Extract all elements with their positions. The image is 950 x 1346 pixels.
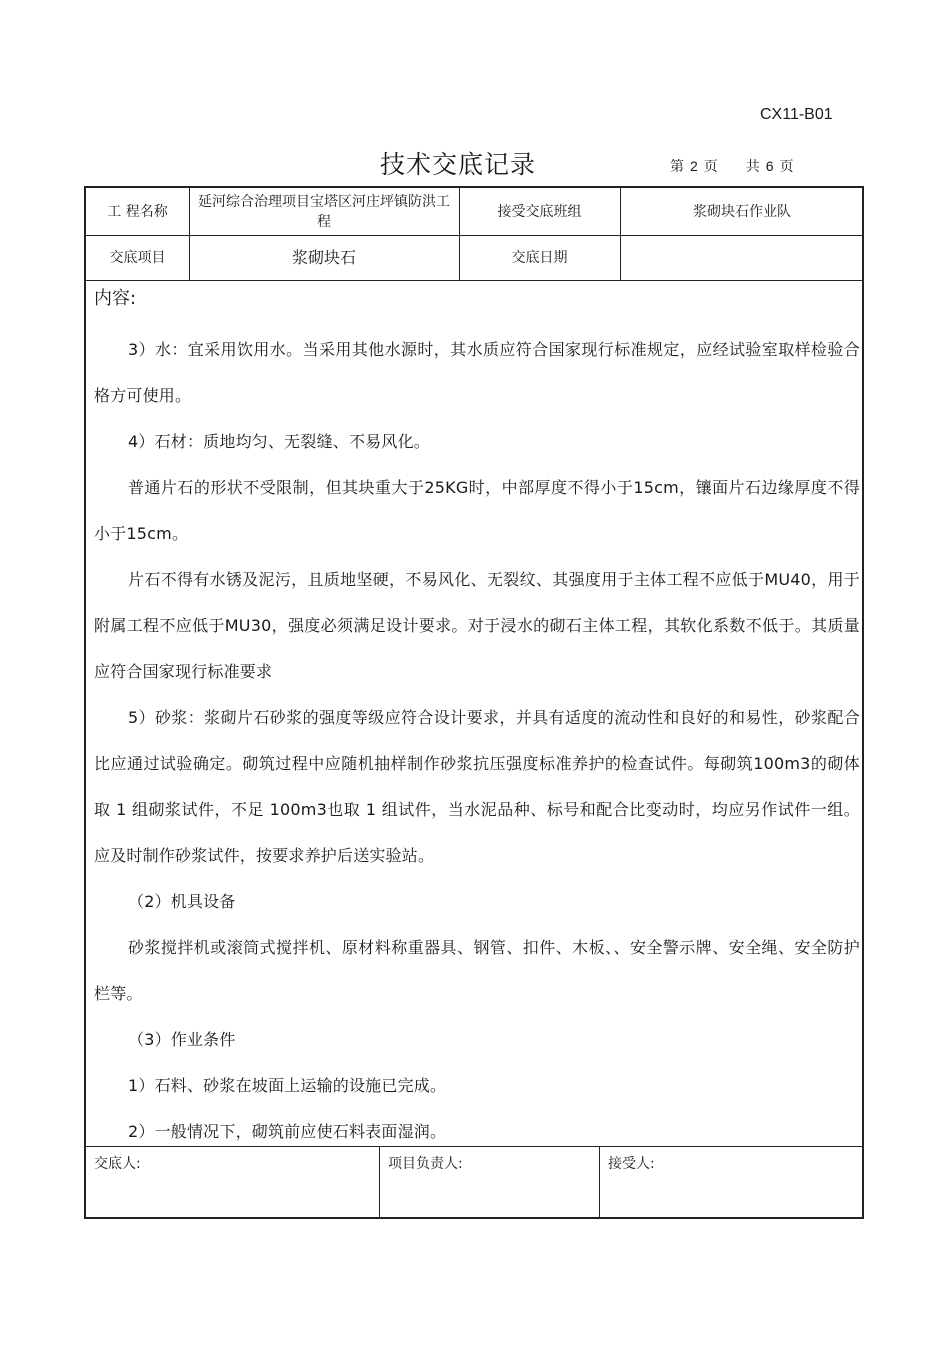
paragraph: 4）石材：质地均匀、无裂缝、不易风化。 (128, 432, 430, 451)
page-total: 6 (765, 158, 774, 174)
team-label: 接受交底班组 (497, 203, 582, 220)
paragraph: 片石不得有水锈及泥污，且质地坚硬，不易风化、无裂纹、其强度用于主体工程不应低于MU40，用于附属工程不应低于MU30，强度必须满足设计要求。对于浸水的砌石主体工程，其软化系数不低于。其质量应符合国家现行标准要求 (94, 570, 860, 681)
disclosure-table (84, 186, 864, 1219)
page-number: 2 (690, 158, 698, 174)
page-indicator (670, 156, 794, 176)
page-prefix: 第 (670, 159, 684, 175)
paragraph: 普通片石的形状不受限制，但其块重大于25KG时，中部厚度不得小于15cm，镶面片石边缘厚度不得小于15cm。 (94, 478, 860, 543)
content-heading: 内容: (94, 288, 137, 309)
receiver-label: 接受人: (608, 1156, 655, 1172)
paragraph: 3）水：宜采用饮用水。当采用其他水源时，其水质应符合国家现行标准规定，应经试验室取样检验合格方可使用。 (94, 340, 860, 405)
paragraph: （2）机具设备 (128, 892, 236, 911)
document-title: 技术交底记录 (380, 150, 537, 179)
page-suffix: 页 (779, 159, 794, 175)
date-value (620, 235, 864, 280)
paragraph: 1）石料、砂浆在坡面上运输的设施已完成。 (128, 1076, 447, 1095)
paragraph: 5）砂浆：浆砌片石砂浆的强度等级应符合设计要求，并具有适度的流动性和良好的和易性，砂浆配合比应通过试验确定。砌筑过程中应随机抽样制作砂浆抗压强度标准养护的检查试件。每砌筑100m3的砌体取 1 组砌浆试件，不足 100m3也取 1 组试件，当水泥品种、标号和配合比变动时，均应另作试件一组。应及时制作砂浆试件，按要求养护后送实验站。 (94, 708, 860, 865)
page-mid: 页 共 (703, 159, 760, 175)
project-name-value: 延河综合治理项目宝塔区河庄坪镇防洪工程 (198, 193, 450, 230)
paragraph: （3）作业条件 (128, 1030, 236, 1049)
item-label: 交底项目 (109, 249, 166, 266)
project-manager-label: 项目负责人: (388, 1156, 463, 1172)
date-label: 交底日期 (511, 249, 568, 266)
column-divider (379, 1146, 380, 1219)
row-divider (86, 280, 862, 281)
team-value: 浆砌块石作业队 (693, 203, 791, 220)
paragraph: 砂浆搅拌机或滚筒式搅拌机、原材料称重器具、钢管、扣件、木板、、安全警示牌、安全绳、安全防护栏等。 (94, 938, 860, 1003)
paragraph: 2）一般情况下，砌筑前应使石料表面湿润。 (128, 1122, 447, 1141)
document-code: CX11-B01 (760, 106, 833, 123)
project-name-label: 工 程名称 (107, 203, 168, 220)
content-section (94, 284, 860, 1155)
column-divider (599, 1146, 600, 1219)
item-value: 浆砌块石 (291, 247, 356, 267)
handover-person-label: 交底人: (94, 1156, 141, 1172)
